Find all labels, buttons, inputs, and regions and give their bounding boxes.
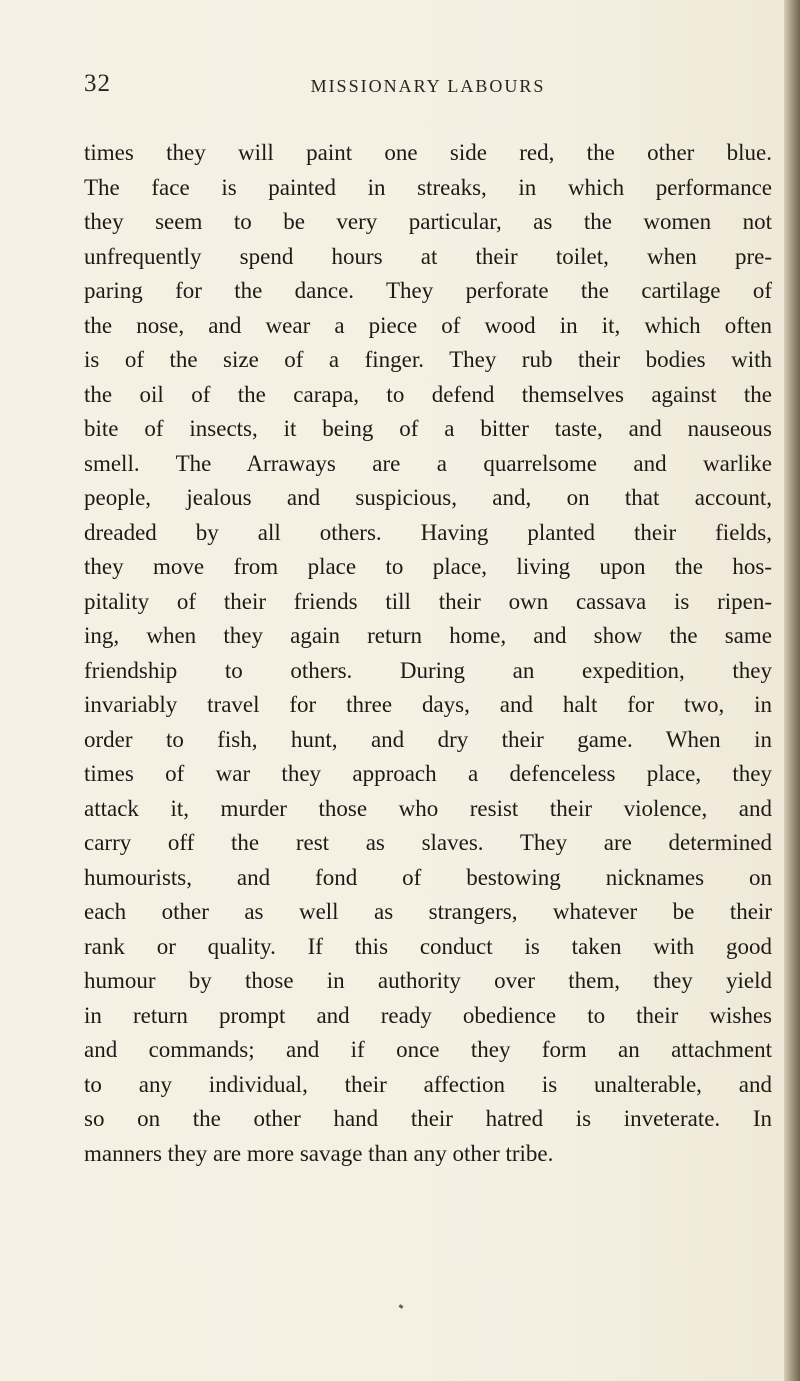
text-line: smell. The Arraways are a quarrelsome and warlike: [84, 450, 772, 476]
text-line: dreaded by all others. Having planted their fields,: [84, 519, 772, 545]
body-text: [84, 136, 772, 1171]
page-header: [84, 70, 772, 110]
text-line: ing, when they again return home, and show the same: [84, 623, 772, 648]
text-line: people, jealous and suspicious, and, on that account,: [84, 485, 772, 510]
text-line: to any individual, their affection is unalterable, and: [84, 1071, 772, 1097]
text-line-last: manners they are more savage than any other tribe.: [84, 1140, 554, 1166]
text-line: they move from place to place, living upon the hos-: [84, 554, 772, 579]
text-line: is of the size of a finger. They rub their bodies with: [84, 347, 772, 372]
text-line: humour by those in authority over them, they yield: [84, 968, 772, 993]
text-line: paring for the dance. They perforate the cartilage of: [84, 278, 772, 303]
paper-speck: [399, 1304, 404, 1309]
text-line: pitality of their friends till their own cassava is ripen-: [84, 588, 772, 614]
text-line: friendship to others. During an expedition, they: [84, 657, 772, 683]
text-line: the nose, and wear a piece of wood in it, which often: [84, 312, 772, 338]
text-line: bite of insects, it being of a bitter taste, and nauseous: [84, 416, 772, 441]
text-line: rank or quality. If this conduct is taken with good: [84, 933, 772, 959]
text-line: in return prompt and ready obedience to their wishes: [84, 1002, 772, 1028]
text-line: unfrequently spend hours at their toilet, when pre-: [84, 243, 772, 269]
page-number: 32: [84, 70, 111, 97]
running-head: MISSIONARY LABOURS: [310, 76, 546, 96]
text-line: times of war they approach a defenceless place, they: [84, 761, 772, 786]
text-line: times they will paint one side red, the other blue.: [84, 140, 772, 165]
text-line: the oil of the carapa, to defend themselves against the: [84, 381, 772, 407]
text-line: order to fish, hunt, and dry their game. When in: [84, 726, 772, 752]
text-line: so on the other hand their hatred is inveterate. In: [84, 1106, 772, 1131]
text-line: The face is painted in streaks, in which performance: [84, 174, 772, 200]
text-line: invariably travel for three days, and halt for two, in: [84, 692, 772, 717]
text-line: carry off the rest as slaves. They are determined: [84, 830, 772, 855]
text-line: they seem to be very particular, as the women not: [84, 209, 772, 234]
text-line: and commands; and if once they form an attachment: [84, 1037, 772, 1062]
text-line: humourists, and fond of bestowing nicknames on: [84, 864, 772, 890]
text-line: attack it, murder those who resist their violence, and: [84, 795, 772, 821]
page-edge: [784, 0, 800, 1381]
text-line: each other as well as strangers, whatever be their: [84, 899, 772, 924]
